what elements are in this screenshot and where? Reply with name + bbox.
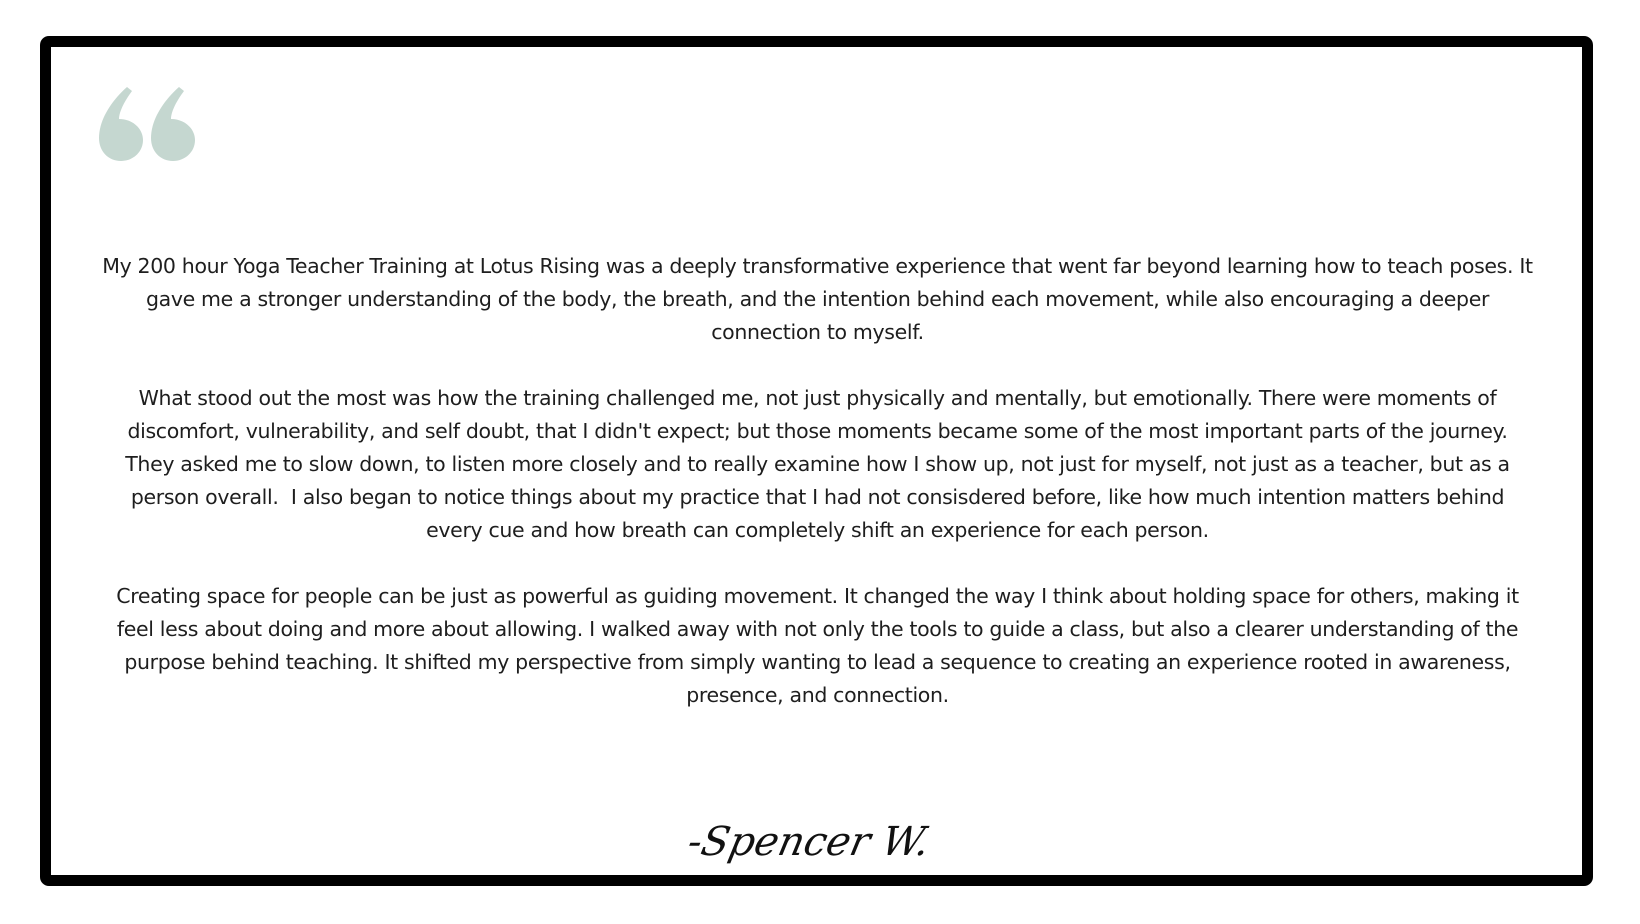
testimonial-text [101,250,1539,712]
testimonial-paragraph: My 200 hour Yoga Teacher Training at Lotus Rising was a deeply transformative experience that went far beyond learning how to teach poses. It gave me a stronger understanding of the body, the breath, and the intention behind each movement, while also encouraging a deeper connection to myself. [102,254,1539,344]
signature-text: -Spencer W. [683,817,935,865]
signature [683,807,956,877]
quote-open-icon [99,85,195,161]
testimonial-paragraph: What stood out the most was how the training challenged me, not just physically and mentally, but emotionally. There were moments of discomfort, vulnerability, and self doubt, that I didn't expect; but those moments became some of the most important parts of the journey. They asked me to slow down, to listen more closely and to really examine how I show up, not just for myself, not just as a teacher, but as a person overall. I also began to notice things about my practice that I had not consisdered before, like how much intention matters behind every cue and how breath can completely shift an experience for each person. [125,386,1516,542]
testimonial-paragraph: Creating space for people can be just as powerful as guiding movement. It changed the way I think about holding space for others, making it feel less about doing and more about allowing. I walked away with not only the tools to guide a class, but also a clearer understanding of the purpose behind teaching. It shifted my perspective from simply wanting to lead a sequence to creating an experience rooted in awareness, presence, and connection. [116,584,1525,707]
testimonial-card [40,36,1593,886]
